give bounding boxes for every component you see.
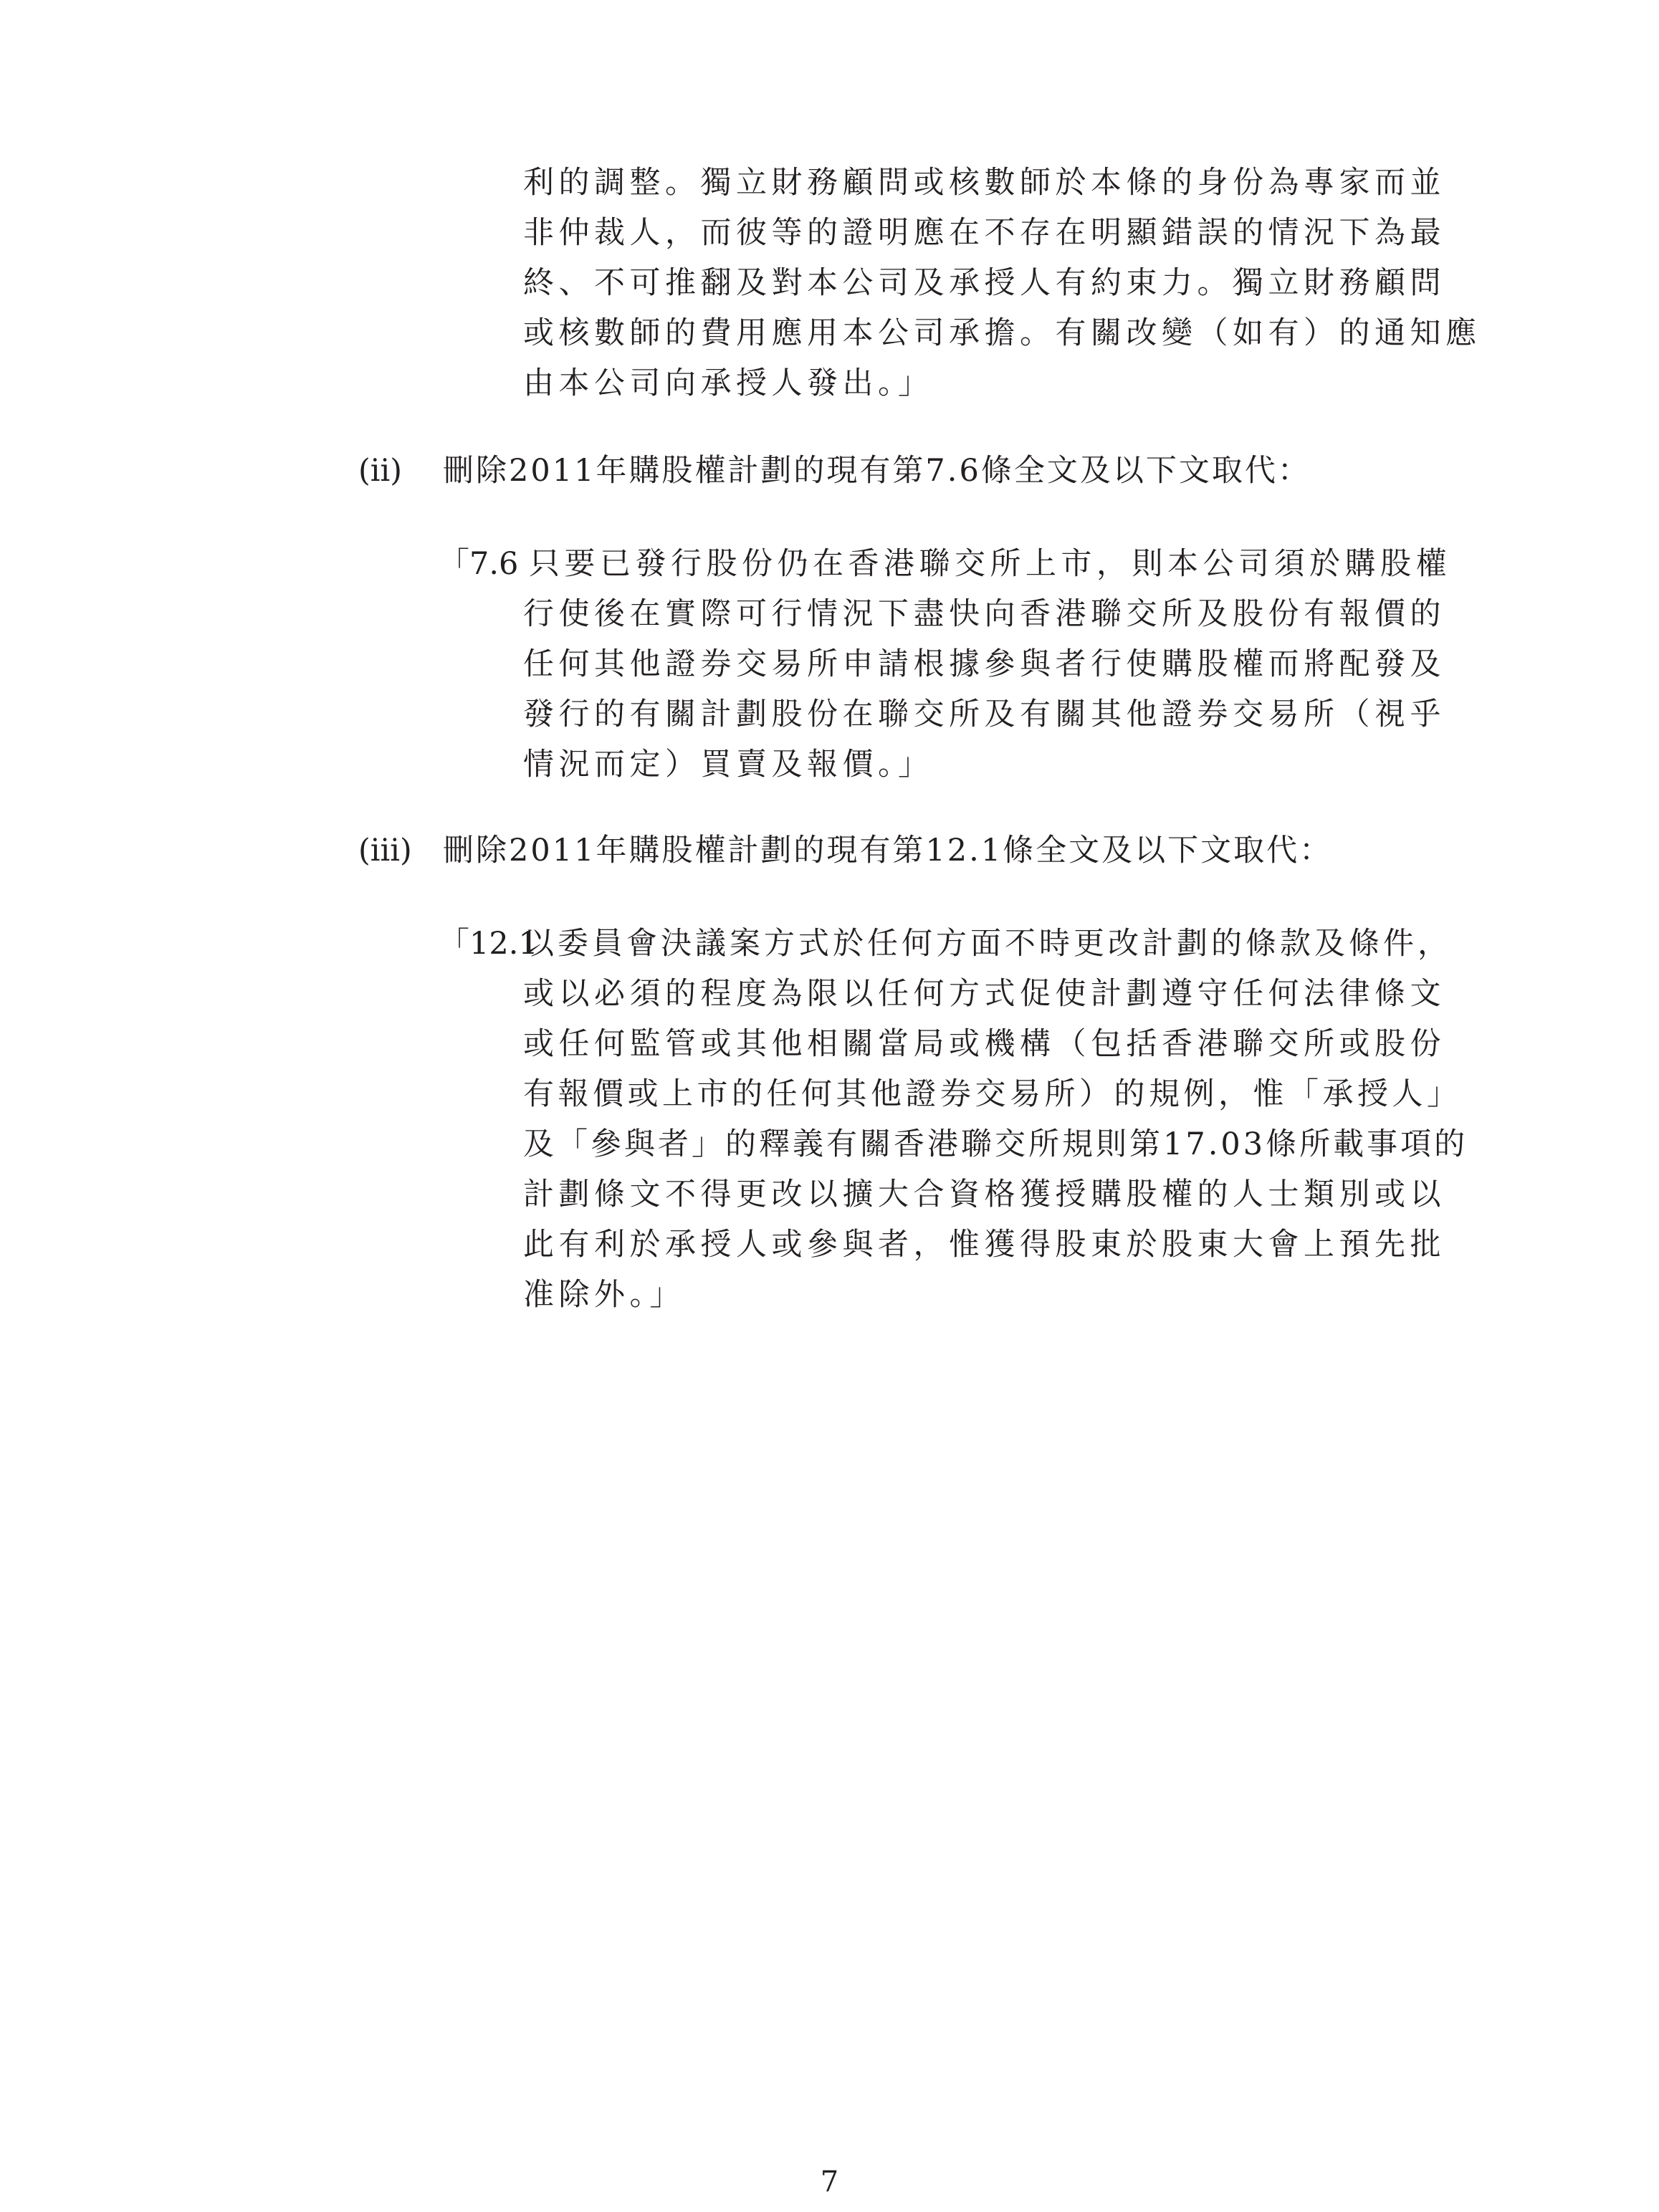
quote-line: 或以必須的程度為限以任何方式促使計劃遵守任何法律條文 — [523, 976, 1445, 1012]
item-iii-text: 刪除2011年購股權計劃的現有第12.1條全文及以下文取代： — [443, 833, 1333, 868]
quote-line: 此有利於承授人或參與者，惟獲得股東於股東大會上預先批 — [523, 1227, 1445, 1263]
quote-line: 或任何監管或其他相關當局或機構（包括香港聯交所或股份 — [523, 1026, 1445, 1062]
paragraph-line: 由本公司向承授人發出。」 — [523, 365, 934, 401]
quote-line: 情況而定）買賣及報價。」 — [523, 747, 934, 782]
paragraph-line: 或核數師的費用應用本公司承擔。有關改變（如有）的通知應 — [523, 315, 1481, 351]
quote-line: 及「參與者」的釋義有關香港聯交所規則第17.03條所載事項的 — [523, 1126, 1468, 1162]
item-ii-text: 刪除2011年購股權計劃的現有第7.6條全文及以下文取代： — [443, 453, 1311, 489]
quote-line: 任何其他證券交易所申請根據參與者行使購股權而將配發及 — [523, 646, 1445, 682]
quote-line: 發行的有關計劃股份在聯交所及有關其他證券交易所（視乎 — [523, 696, 1445, 732]
quote-line: 以委員會決議案方式於任何方面不時更改計劃的條款及條件， — [523, 926, 1452, 962]
item-ii-label: (ii) — [358, 453, 403, 489]
clause-7-6-label: 「7.6 — [439, 546, 519, 582]
paragraph-line: 終、不可推翻及對本公司及承授人有約束力。獨立財務顧問 — [523, 265, 1445, 301]
clause-12-1-label: 「12.1 — [439, 926, 538, 962]
quote-line: 有報價或上市的任何其他證券交易所）的規例，惟「承授人」 — [523, 1076, 1462, 1112]
item-iii-label: (iii) — [358, 833, 412, 868]
quote-line: 只要已發行股份仍在香港聯交所上市，則本公司須於購股權 — [529, 546, 1451, 582]
quote-line: 准除外。」 — [523, 1277, 685, 1313]
paragraph-line: 利的調整。獨立財務顧問或核數師於本條的身份為專家而並 — [523, 165, 1445, 201]
quote-line: 計劃條文不得更改以擴大合資格獲授購股權的人士類別或以 — [523, 1177, 1445, 1212]
page-number: 7 — [820, 2165, 839, 2198]
quote-line: 行使後在實際可行情況下盡快向香港聯交所及股份有報價的 — [523, 596, 1445, 632]
paragraph-line: 非仲裁人，而彼等的證明應在不存在明顯錯誤的情況下為最 — [523, 215, 1445, 251]
